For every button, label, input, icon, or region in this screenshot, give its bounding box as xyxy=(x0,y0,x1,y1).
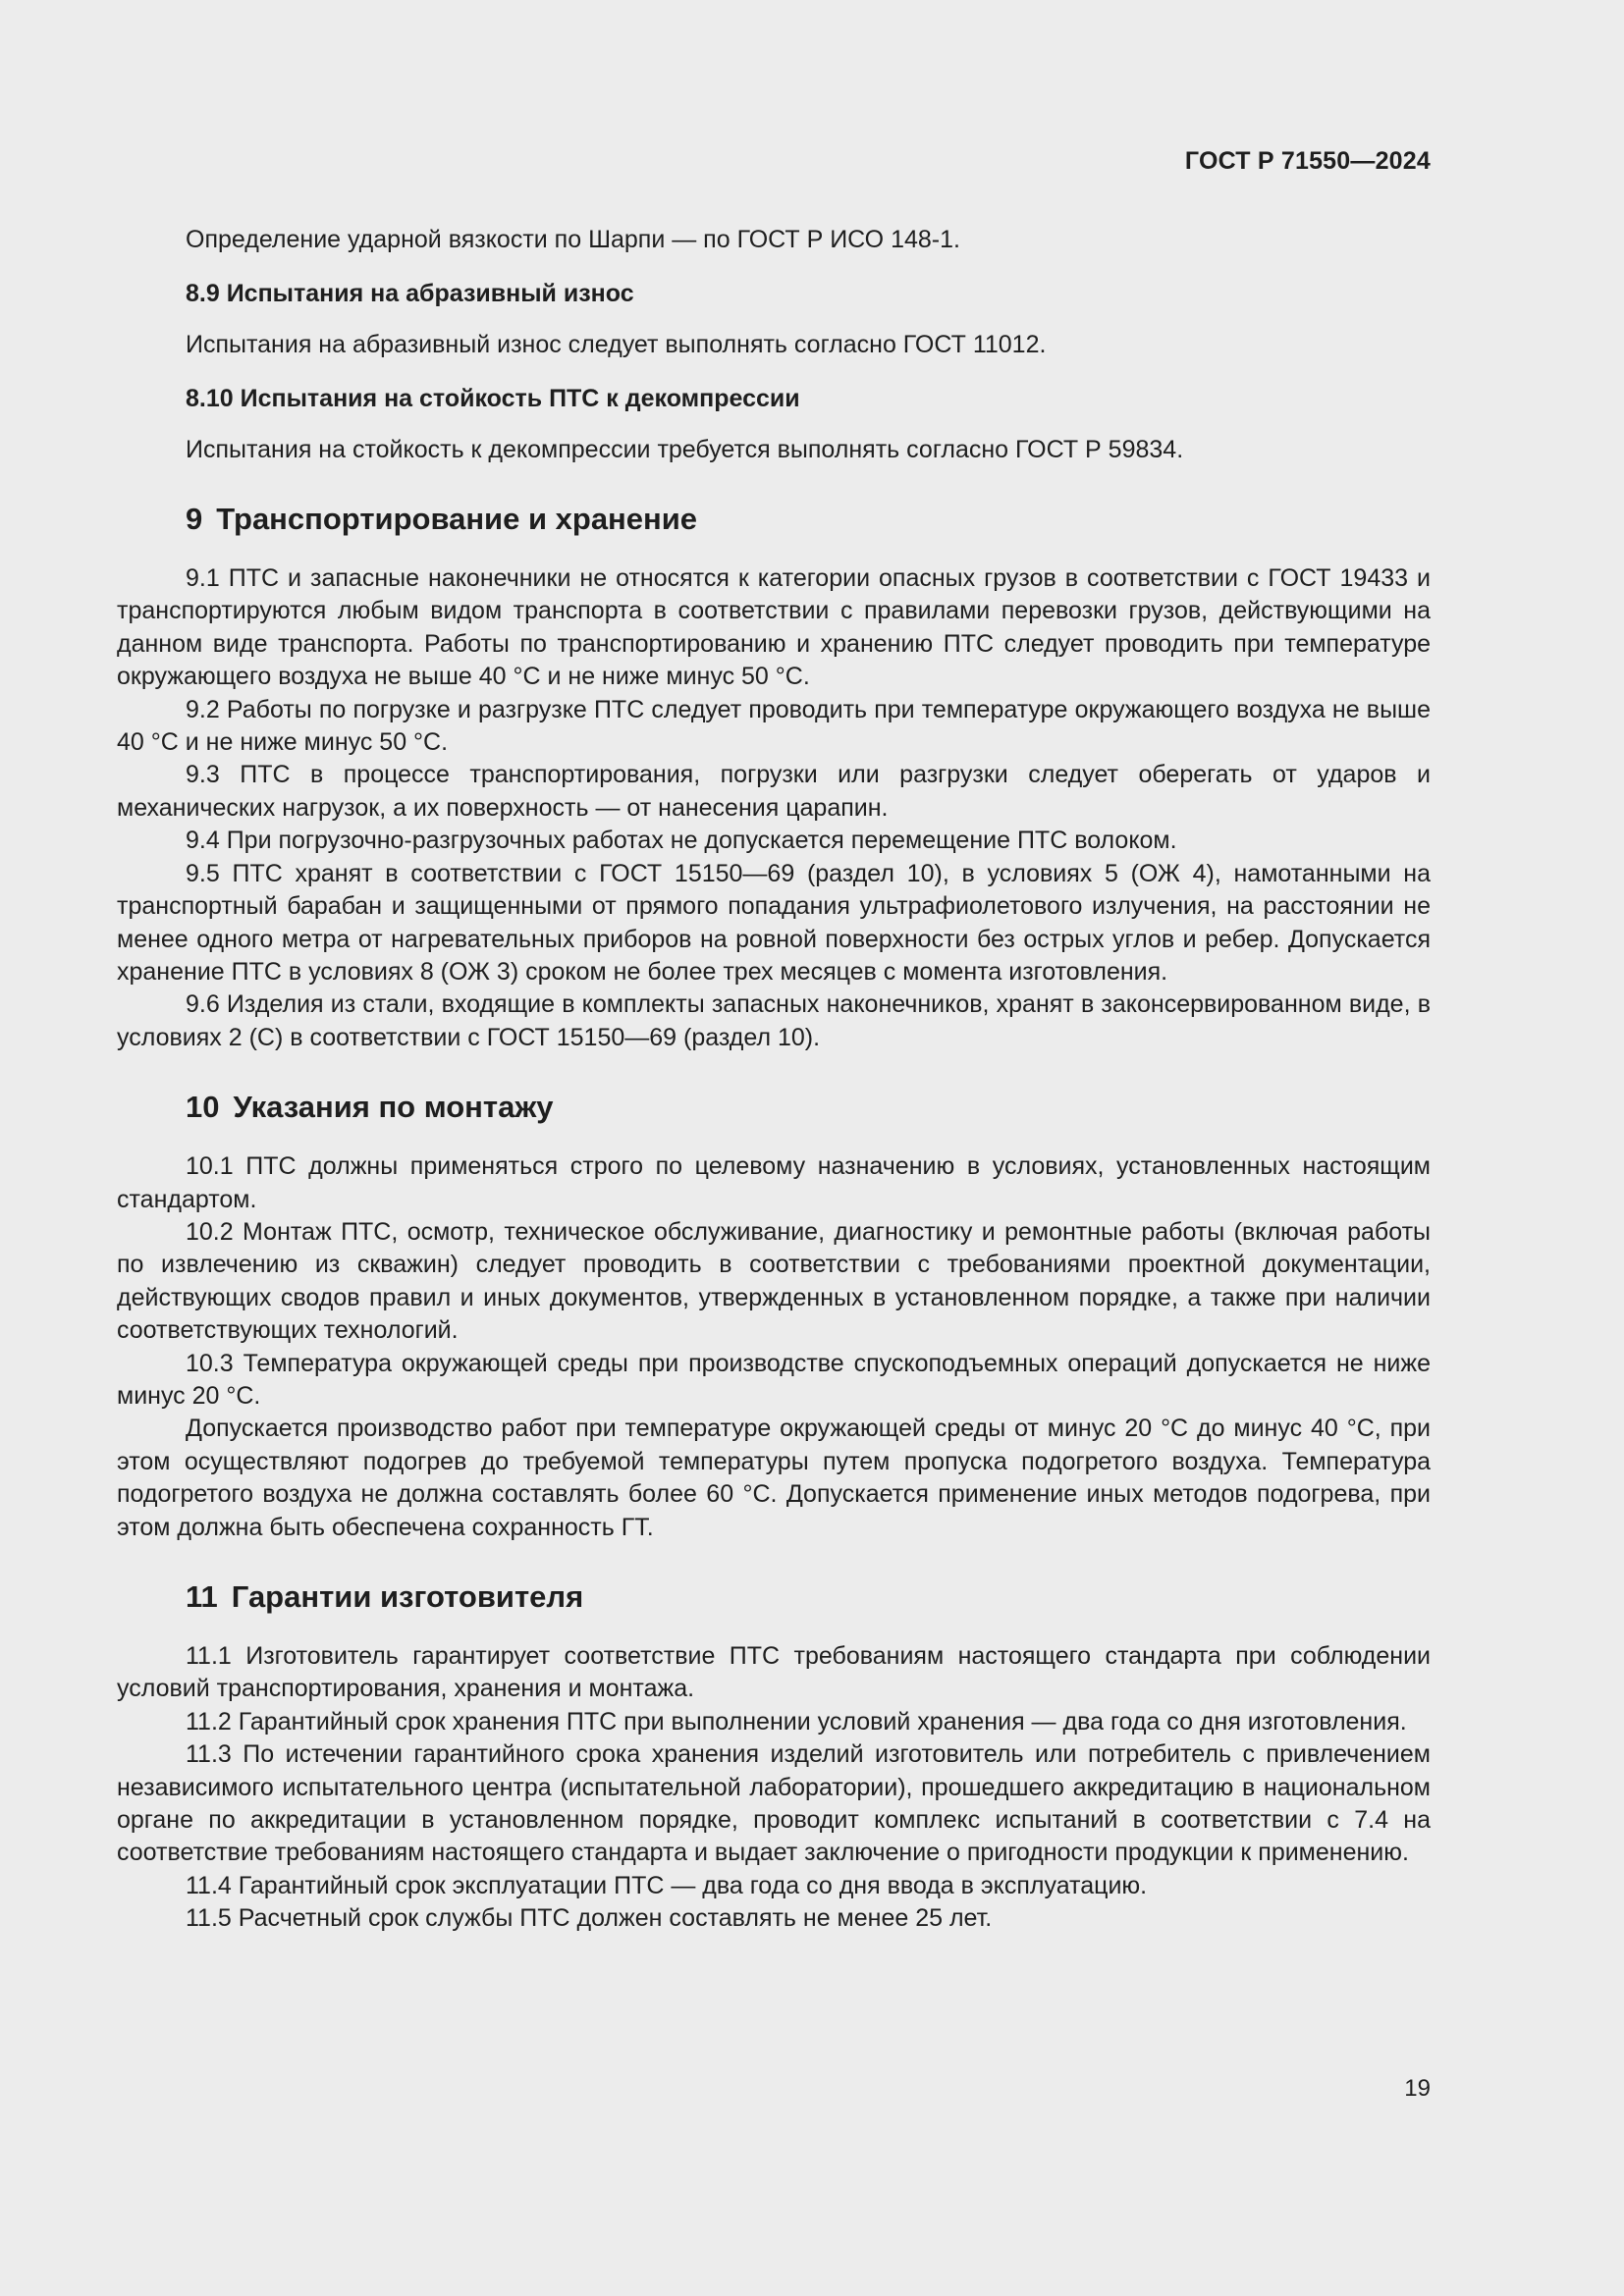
paragraph-9-5: 9.5 ПТС хранят в соответствии с ГОСТ 15150—69 (раздел 10), в условиях 5 (ОЖ 4), намотанными на транспортный барабан и защищенными от прямого попадания ультрафиолетового излучения, на расстоянии не менее одного метра от нагревательных приборов на ровной поверхности без острых углов и ребер. Допускается хранение ПТС в условиях 8 (ОЖ 3) сроком не более трех месяцев с момента изготовления. xyxy=(117,859,1431,986)
section-title: Указания по монтажу xyxy=(233,1090,554,1125)
section-title: Гарантии изготовителя xyxy=(231,1579,584,1614)
paragraph-11-5: 11.5 Расчетный срок службы ПТС должен составлять не менее 25 лет. xyxy=(186,1904,993,1933)
paragraph-10-3: 10.3 Температура окружающей среды при производстве спускоподъемных операций допускается не ниже минус 20 °С. xyxy=(117,1349,1431,1410)
paragraph-9-2: 9.2 Работы по погрузке и разгрузке ПТС следует проводить при температуре окружающего воздуха не выше 40 °С и не ниже минус 50 °С. xyxy=(117,695,1431,757)
paragraph-11-4: 11.4 Гарантийный срок эксплуатации ПТС — два года со дня ввода в эксплуатацию. xyxy=(186,1871,1148,1899)
paragraph-11-1: 11.1 Изготовитель гарантирует соответствие ПТС требованиям настоящего стандарта при соблюдении условий транспортирования, хранения и монтажа. xyxy=(117,1642,1431,1703)
document-body xyxy=(117,224,1431,1936)
paragraph-10-1: 10.1 ПТС должны применяться строго по целевому назначению в условиях, установленных настоящим стандартом. xyxy=(117,1152,1431,1213)
paragraph-11-2: 11.2 Гарантийный срок хранения ПТС при выполнении условий хранения — два года со дня изготовления. xyxy=(186,1707,1407,1735)
subsection-heading-8-9: 8.9 Испытания на абразивный износ xyxy=(186,280,634,308)
section-heading-10 xyxy=(117,1088,1431,1127)
paragraph-8-9: Испытания на абразивный износ следует выполнять согласно ГОСТ 11012. xyxy=(186,330,1047,358)
paragraph-9-3: 9.3 ПТС в процессе транспортирования, погрузки или разгрузки следует оберегать от ударов и механических нагрузок, а их поверхность — от нанесения царапин. xyxy=(117,761,1431,822)
paragraph-11-3: 11.3 По истечении гарантийного срока хранения изделий изготовитель или потребитель с привлечением независимого испытательного центра (испытательной лаборатории), прошедшего аккредитацию в национальном органе по аккредитации в установленном порядке, проводит комплекс испытаний в соответствии с 7.4 на соответствие требованиям настоящего стандарта и выдает заключение о пригодности продукции к применению. xyxy=(117,1740,1431,1867)
section-number: 9 xyxy=(186,502,203,537)
section-heading-9 xyxy=(117,500,1431,539)
paragraph-9-6: 9.6 Изделия из стали, входящие в комплекты запасных наконечников, хранят в законсервированном виде, в условиях 2 (С) в соответствии с ГОСТ 15150—69 (раздел 10). xyxy=(117,990,1431,1051)
paragraph-10-2: 10.2 Монтаж ПТС, осмотр, техническое обслуживание, диагностику и ремонтные работы (включая работы по извлечению из скважин) следует проводить в соответствии с требованиями проектной документации, действующих сводов правил и иных документов, утвержденных в установленном порядке, а также при наличии соответствующих технологий. xyxy=(117,1217,1431,1345)
subsection-heading-8-10: 8.10 Испытания на стойкость ПТС к декомпрессии xyxy=(186,385,800,413)
paragraph-10-3-cont: Допускается производство работ при температуре окружающей среды от минус 20 °С до минус 40 °С, при этом осуществляют подогрев до требуемой температуры путем пропуска подогретого воздуха. Температура подогретого воздуха не должна составлять более 60 °С. Допускается применение иных методов подогрева, при этом должна быть обеспечена сохранность ГТ. xyxy=(117,1415,1431,1541)
paragraph-8-10: Испытания на стойкость к декомпрессии требуется выполнять согласно ГОСТ Р 59834. xyxy=(186,435,1184,463)
document-code: ГОСТ Р 71550—2024 xyxy=(1184,147,1431,175)
page-number: 19 xyxy=(1404,2075,1431,2102)
paragraph-9-4: 9.4 При погрузочно-разгрузочных работах не допускается перемещение ПТС волоком. xyxy=(186,827,1177,855)
section-number: 11 xyxy=(186,1579,218,1614)
section-heading-11 xyxy=(117,1577,1431,1617)
charpy-paragraph: Определение ударной вязкости по Шарпи — по ГОСТ Р ИСО 148-1. xyxy=(186,226,960,253)
paragraph-9-1: 9.1 ПТС и запасные наконечники не относятся к категории опасных грузов в соответствии с ГОСТ 19433 и транспортируются любым видом транспорта в соответствии с правилами перевозки грузов, действующими на данном виде транспорта. Работы по транспортированию и хранению ПТС следует проводить при температуре окружающего воздуха не выше 40 °С и не ниже минус 50 °С. xyxy=(117,564,1431,691)
section-title: Транспортирование и хранение xyxy=(216,502,698,537)
section-number: 10 xyxy=(186,1090,220,1125)
